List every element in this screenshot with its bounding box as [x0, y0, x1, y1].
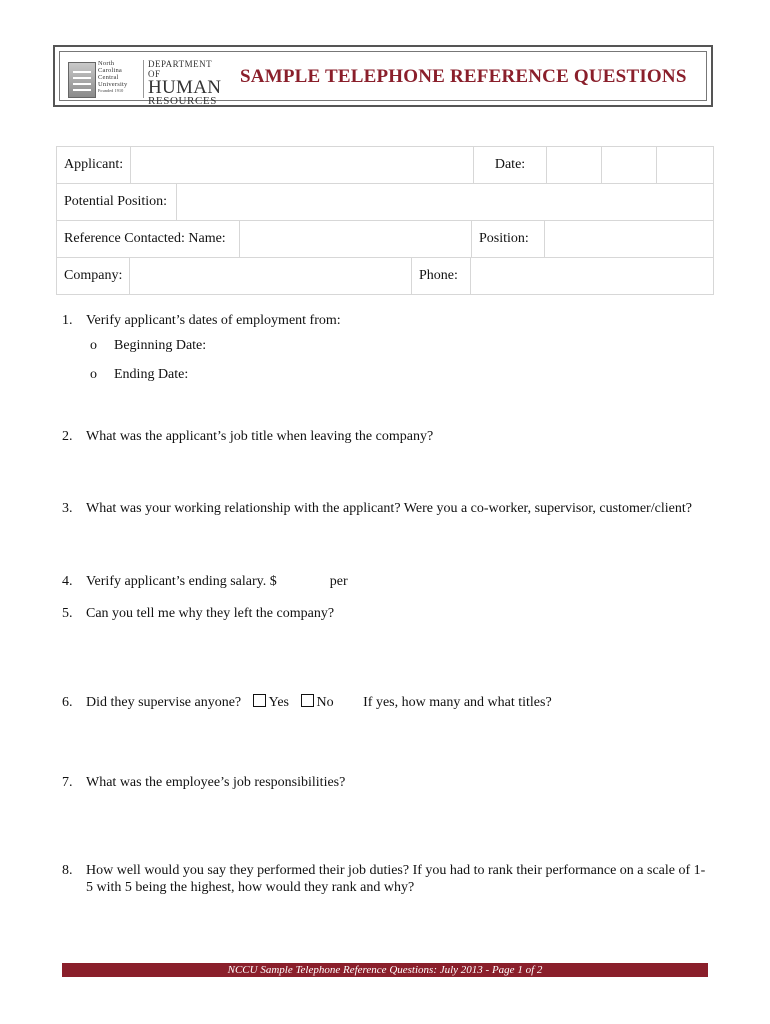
table-row: [57, 221, 714, 258]
question-1: 1. Verify applicant’s dates of employment from:: [62, 313, 341, 328]
bullet-icon: o: [90, 367, 97, 382]
reference-info-table: [56, 146, 714, 295]
date-month-field[interactable]: [547, 147, 602, 184]
page-footer: NCCU Sample Telephone Reference Questions: July 2013 - Page 1 of 2: [62, 963, 708, 977]
header-inner-border: [59, 51, 707, 107]
question-4: 4. Verify applicant’s ending salary. $ per: [62, 574, 348, 589]
company-field[interactable]: [130, 258, 412, 294]
reference-position-label: Position:: [472, 221, 545, 257]
question-6: 6. Did they supervise anyone? Yes No If yes, how many and what titles?: [62, 695, 552, 710]
header-box: [53, 45, 713, 107]
question-8: 8. How well would you say they performed their job duties? If you had to rank their performance on a scale of 1-5 with 5 being the highest, how would they rank and why?: [62, 863, 706, 895]
question-7: 7. What was the employee’s job responsibilities?: [62, 775, 346, 790]
yes-checkbox[interactable]: [253, 694, 266, 707]
page-title: SAMPLE TELEPHONE REFERENCE QUESTIONS: [240, 66, 687, 87]
question-5: 5. Can you tell me why they left the company?: [62, 606, 335, 621]
table-row: [57, 258, 714, 295]
building-icon: [68, 62, 96, 98]
applicant-label: Applicant:: [57, 147, 131, 184]
phone-label: Phone:: [412, 258, 471, 294]
logo-university-text: North Carolina Central University Founded 1910: [98, 60, 128, 93]
applicant-field[interactable]: [131, 147, 474, 184]
question-1-beginning-date: o Beginning Date:: [90, 338, 207, 353]
potential-position-label: Potential Position:: [57, 184, 177, 220]
reference-name-field[interactable]: [240, 221, 472, 257]
nccu-hr-logo: [68, 58, 222, 107]
question-3: 3. What was your working relationship with the applicant? Were you a co-worker, supervisor, customer/client?: [62, 501, 692, 516]
company-label: Company:: [57, 258, 130, 294]
question-1-ending-date: o Ending Date:: [90, 367, 189, 382]
phone-field[interactable]: [471, 258, 713, 294]
date-day-field[interactable]: [602, 147, 657, 184]
question-2: 2. What was the applicant’s job title when leaving the company?: [62, 429, 434, 444]
date-year-field[interactable]: [656, 147, 713, 184]
logo-department-text: DEPARTMENT OF HUMAN RESOURCES: [148, 59, 222, 107]
reference-name-label: Reference Contacted: Name:: [57, 221, 240, 257]
reference-position-field[interactable]: [545, 221, 713, 257]
bullet-icon: o: [90, 338, 97, 353]
logo-divider: [143, 60, 144, 98]
table-row: [57, 184, 714, 221]
table-row: [57, 147, 714, 184]
date-label: Date:: [474, 147, 547, 184]
potential-position-field[interactable]: [177, 184, 713, 220]
no-checkbox[interactable]: [301, 694, 314, 707]
